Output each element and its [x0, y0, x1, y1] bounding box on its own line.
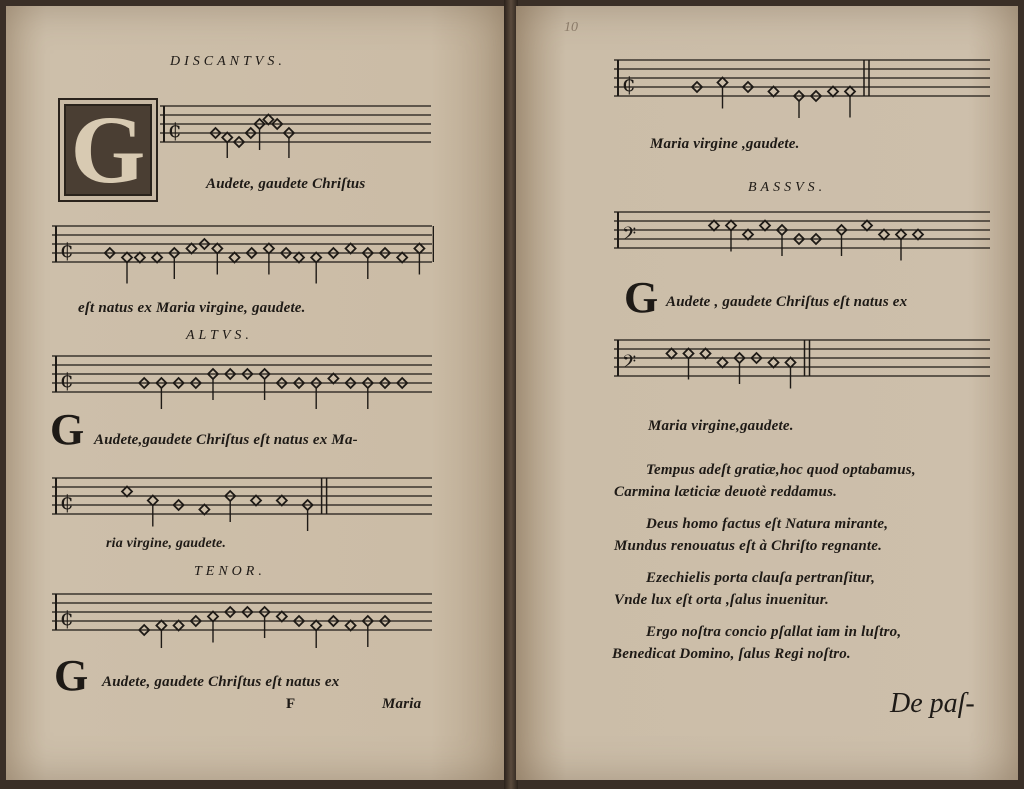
note	[769, 87, 779, 97]
music-staff	[612, 330, 992, 400]
discantus-lyric-1: Audete, gaudete Chriſtus	[206, 176, 366, 192]
verse-1-line-1: Tempus adeſt gratiæ,hoc quod optabamus,	[646, 462, 916, 478]
decorated-initial	[58, 98, 158, 202]
note	[311, 621, 321, 649]
clef-mark: ¢	[622, 72, 636, 97]
discantus-lyric-2: eſt natus ex Maria virgine, gaudete.	[78, 300, 306, 316]
verse-2-line-2: Mundus renouatus eſt à Chriſto regnante.	[614, 538, 883, 554]
note	[862, 221, 872, 231]
note	[760, 221, 770, 231]
note	[346, 621, 356, 631]
note	[230, 253, 240, 263]
note	[122, 253, 132, 284]
note	[208, 612, 218, 643]
note	[277, 496, 287, 506]
tenor-lyric-1: Audete, gaudete Chriſtus eſt natus ex	[102, 674, 340, 690]
music-staff	[50, 468, 434, 534]
note	[718, 358, 728, 368]
tenor-staff	[50, 584, 434, 650]
note	[913, 230, 923, 240]
note	[397, 253, 407, 263]
folio-number: 10	[564, 20, 578, 35]
note	[152, 253, 162, 263]
note	[684, 349, 694, 380]
note	[726, 221, 736, 252]
note	[743, 230, 753, 240]
note	[718, 78, 728, 109]
note	[311, 253, 321, 284]
signature-mark: F	[286, 696, 296, 712]
discantus-end-staff	[612, 50, 992, 120]
left-page	[6, 6, 506, 780]
bassus-lyric-1: Audete , gaudete Chriſtus eſt natus ex	[666, 294, 908, 310]
clef-mark: 𝄢	[622, 224, 637, 249]
verse-3-line-1: Ezechielis porta clauſa pertranſitur,	[646, 570, 876, 586]
bassus-heading: BASSVS.	[748, 180, 827, 195]
note	[294, 253, 304, 263]
clef-mark: ¢	[168, 118, 182, 143]
music-staff	[612, 50, 992, 120]
clef-mark: 𝄢	[622, 352, 637, 377]
discantus-staff-1	[158, 96, 433, 160]
altus-lyric-1: Audete,gaudete Chriſtus eſt natus ex Ma-	[94, 432, 358, 448]
note	[122, 487, 132, 497]
note	[828, 87, 838, 97]
note	[263, 115, 273, 125]
verse-1-line-2: Carmina læticiæ deuotè reddamus.	[614, 484, 838, 500]
altus-lyric-2: ria virgine, gaudete.	[106, 536, 227, 551]
altus-staff-2	[50, 468, 434, 534]
right-page	[516, 6, 1018, 780]
note	[328, 374, 338, 384]
verse-2-line-1: Deus homo factus eſt Natura mirante,	[646, 516, 889, 532]
verse-4-line-1: Ergo noſtra concio pſallat iam in luſtro,	[646, 624, 902, 640]
music-staff	[612, 202, 992, 272]
altus-initial: G	[50, 405, 85, 454]
note	[896, 230, 906, 261]
music-staff	[50, 584, 434, 650]
note	[148, 496, 158, 527]
note	[135, 253, 145, 263]
note	[879, 230, 889, 240]
music-staff	[50, 216, 434, 286]
note	[251, 496, 261, 506]
catchword: Maria	[382, 696, 422, 712]
clef-mark: ¢	[60, 368, 74, 393]
note	[156, 621, 166, 649]
note	[769, 358, 779, 368]
music-staff	[50, 346, 434, 412]
note	[346, 244, 356, 254]
altus-heading: ALTVS.	[186, 328, 253, 343]
initial-letter: G	[70, 96, 146, 203]
note	[199, 505, 209, 515]
right-catchword: De paſ-	[890, 688, 975, 719]
note	[667, 349, 677, 359]
note	[414, 244, 424, 275]
note	[264, 244, 274, 275]
note	[709, 221, 719, 231]
bassus-staff-2	[612, 330, 992, 400]
tenor-heading: TENOR.	[194, 564, 266, 579]
note	[786, 358, 796, 389]
note	[845, 87, 855, 118]
verse-3-line-2: Vnde lux eſt orta ,ſalus inuenitur.	[614, 592, 829, 608]
verse-4-line-2: Benedicat Domino, ſalus Regi noſtro.	[612, 646, 851, 662]
note	[187, 244, 197, 254]
bassus-staff-1	[612, 202, 992, 272]
tenor-initial: G	[54, 651, 89, 700]
note	[794, 91, 804, 118]
note	[222, 133, 232, 159]
discantus-staff-2	[50, 216, 434, 286]
note	[212, 244, 222, 275]
bassus-lyric-2: Maria virgine,gaudete.	[648, 418, 794, 434]
clef-mark: ¢	[60, 238, 74, 263]
altus-staff-1	[50, 346, 434, 412]
music-staff	[158, 96, 433, 160]
discantus-end-lyric: Maria virgine ,gaudete.	[650, 136, 800, 152]
note	[277, 612, 287, 622]
note	[174, 621, 184, 631]
clef-mark: ¢	[60, 490, 74, 515]
note	[701, 349, 711, 359]
clef-mark: ¢	[60, 606, 74, 631]
discantus-heading: DISCANTVS.	[170, 54, 286, 69]
bassus-initial: G	[624, 273, 659, 322]
